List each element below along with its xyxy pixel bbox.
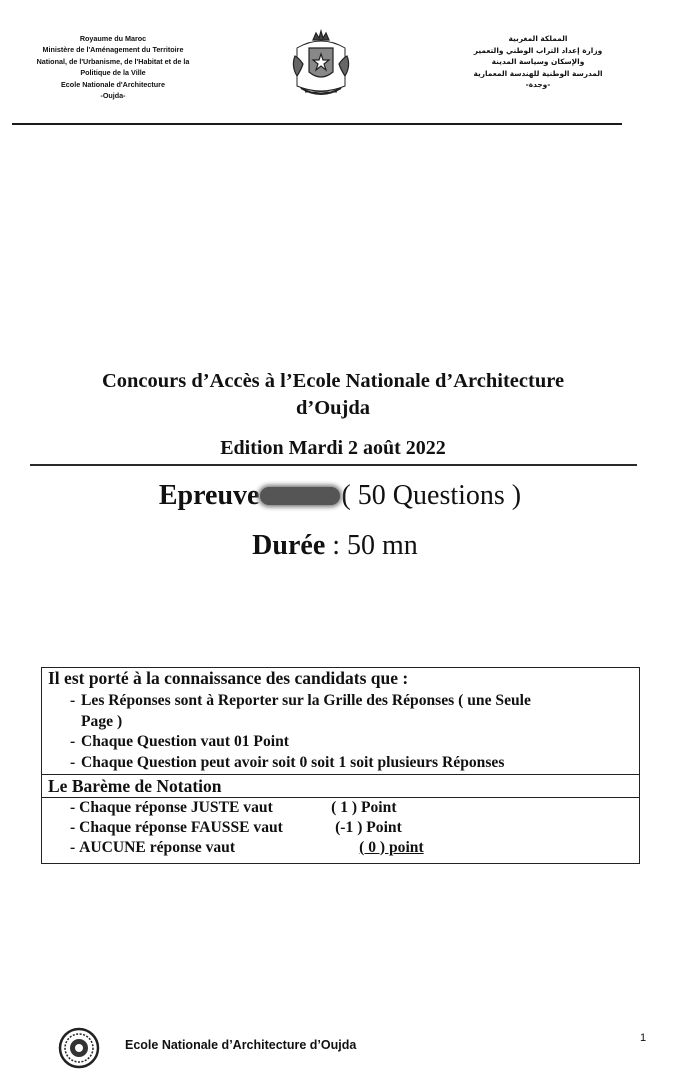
header-divider (12, 123, 622, 125)
bullet: - (70, 754, 76, 771)
edition-date: Edition Mardi 2 août 2022 (220, 437, 446, 459)
epreuve-label: Epreuve (158, 480, 260, 511)
header-left-block (8, 33, 218, 101)
score-row (42, 798, 639, 818)
instruction-text: Chaque Question peut avoir soit 0 soit 1 soit plusieurs Réponses (81, 754, 505, 771)
instruction-item (42, 690, 639, 731)
instructions-heading: Il est porté à la connaissance des candidats que : (48, 668, 409, 688)
score-label: Chaque réponse FAUSSE vaut (79, 818, 283, 836)
score-points: ( 1 ) Point (331, 798, 397, 816)
header-right-line: -وجدة- (525, 80, 551, 90)
instruction-item (42, 752, 639, 774)
title-line-2: d’Oujda (295, 397, 371, 419)
redacted-subject (260, 487, 340, 505)
header-right-block (458, 33, 618, 91)
header-right-line: المملكة المغربية (508, 34, 568, 43)
page-number: 1 (640, 1032, 647, 1044)
header-left-line: Ecole Nationale d'Architecture (61, 79, 165, 89)
bullet: - (70, 838, 76, 856)
header-right-line: وزارة إعداد التراب الوطني والتعمير (473, 45, 603, 55)
duree-separator: : (325, 530, 348, 561)
header-left-line: Royaume du Maroc (79, 34, 147, 43)
bullet: - (70, 798, 76, 816)
duree-value: 50 mn (347, 530, 418, 561)
duree-label: Durée (252, 530, 326, 561)
title-line-1: Concours d’Accès à l’Ecole Nationale d’Architecture (101, 370, 565, 392)
bareme-heading: Le Barème de Notation (48, 775, 222, 796)
question-count: ( 50 Questions ) (341, 480, 522, 511)
title-divider (30, 464, 637, 466)
instructions-box (41, 667, 640, 864)
header-left-line: Ministère de l'Aménagement du Territoire (42, 45, 184, 55)
instruction-text: Les Réponses sont à Reporter sur la Grille des Réponses ( une Seule (81, 692, 531, 709)
header-left-line: Politique de la Ville (80, 68, 146, 78)
header-left-line: National, de l'Urbanisme, de l'Habitat et de la (36, 56, 190, 66)
instructions-list (42, 688, 639, 774)
royal-coat-of-arms-icon (289, 26, 353, 102)
instruction-item (42, 731, 639, 753)
header-right-line: والإسكان وسياسة المدينة (491, 57, 585, 67)
duree-line (0, 530, 670, 562)
page-title (30, 368, 636, 422)
score-row (42, 838, 639, 858)
score-points: (-1 ) Point (335, 818, 402, 836)
footer-school-name: Ecole Nationale d’Architecture d’Oujda (125, 1038, 357, 1052)
epreuve-line (0, 478, 680, 514)
bullet: - (70, 692, 76, 709)
score-label: AUCUNE réponse vaut (79, 838, 236, 856)
score-label: Chaque réponse JUSTE vaut (79, 798, 273, 816)
instruction-text: Chaque Question vaut 01 Point (81, 732, 289, 750)
score-row (42, 818, 639, 838)
instruction-text-continued: Page ) (81, 712, 123, 730)
header-left-line: -Oujda- (100, 91, 126, 101)
score-points: ( 0 ) point (359, 838, 424, 856)
school-seal-icon (58, 1027, 100, 1069)
header-right-line: المدرسة الوطنية للهندسة المعمارية (473, 68, 603, 78)
bullet: - (70, 732, 76, 750)
bullet: - (70, 818, 76, 836)
